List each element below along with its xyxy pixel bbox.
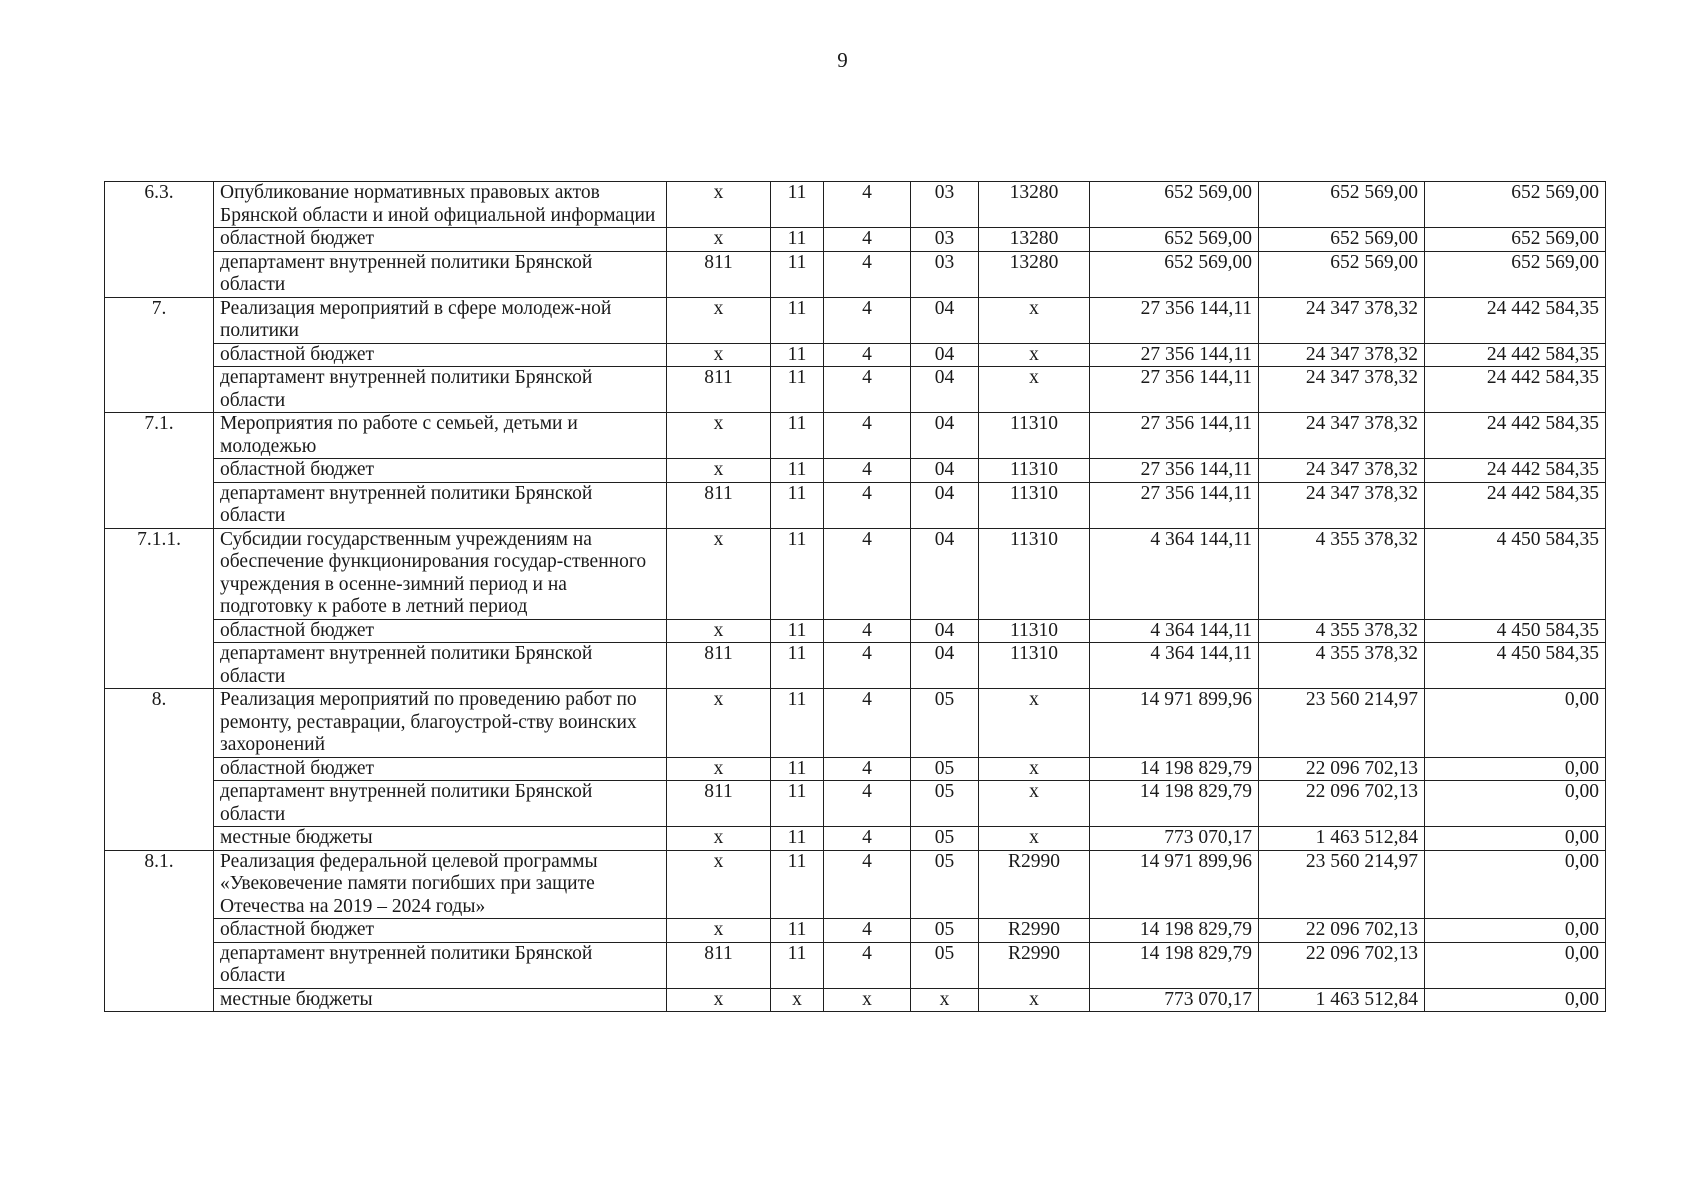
amount-year-2: 22 096 702,13	[1259, 757, 1425, 781]
code-grbs: 811	[667, 643, 771, 689]
code-subprogram: 04	[911, 459, 979, 483]
row-description: областной бюджет	[214, 228, 667, 252]
code-direction: R2990	[979, 919, 1090, 943]
code-subprogram: 05	[911, 689, 979, 758]
code-direction: 11310	[979, 459, 1090, 483]
code-program: 11	[771, 850, 824, 919]
code-direction: х	[979, 757, 1090, 781]
amount-year-3: 652 569,00	[1425, 182, 1606, 228]
code-type: 4	[824, 919, 911, 943]
code-type: 4	[824, 251, 911, 297]
code-grbs: 811	[667, 367, 771, 413]
amount-year-3: 24 442 584,35	[1425, 367, 1606, 413]
code-direction: 11310	[979, 482, 1090, 528]
code-program: 11	[771, 482, 824, 528]
amount-year-1: 14 198 829,79	[1090, 781, 1259, 827]
table-row	[105, 297, 1606, 343]
code-direction: R2990	[979, 942, 1090, 988]
row-description: Мероприятия по работе с семьей, детьми и молодежью	[214, 413, 667, 459]
amount-year-1: 27 356 144,11	[1090, 297, 1259, 343]
code-type: 4	[824, 781, 911, 827]
code-program: 11	[771, 297, 824, 343]
table-row	[105, 643, 1606, 689]
row-description: департамент внутренней политики Брянской области	[214, 482, 667, 528]
row-description: департамент внутренней политики Брянской области	[214, 367, 667, 413]
amount-year-1: 773 070,17	[1090, 827, 1259, 851]
code-program: 11	[771, 619, 824, 643]
code-type: 4	[824, 367, 911, 413]
row-description: областной бюджет	[214, 919, 667, 943]
code-subprogram: 05	[911, 850, 979, 919]
code-program: 11	[771, 781, 824, 827]
code-program: 11	[771, 757, 824, 781]
amount-year-3: 0,00	[1425, 689, 1606, 758]
code-type: 4	[824, 482, 911, 528]
code-subprogram: 04	[911, 343, 979, 367]
code-type: х	[824, 988, 911, 1012]
code-type: 4	[824, 343, 911, 367]
table-row	[105, 988, 1606, 1012]
code-subprogram: 03	[911, 182, 979, 228]
amount-year-3: 24 442 584,35	[1425, 297, 1606, 343]
code-direction: х	[979, 689, 1090, 758]
code-grbs: х	[667, 228, 771, 252]
code-direction: х	[979, 343, 1090, 367]
code-type: 4	[824, 619, 911, 643]
row-number: 7.1.	[105, 413, 214, 529]
table-row	[105, 367, 1606, 413]
code-direction: 13280	[979, 182, 1090, 228]
row-description: департамент внутренней политики Брянской области	[214, 643, 667, 689]
row-description: департамент внутренней политики Брянской области	[214, 251, 667, 297]
amount-year-1: 652 569,00	[1090, 228, 1259, 252]
amount-year-3: 0,00	[1425, 781, 1606, 827]
code-grbs: х	[667, 757, 771, 781]
amount-year-1: 4 364 144,11	[1090, 643, 1259, 689]
row-description: Реализация мероприятий в сфере молодеж-ной политики	[214, 297, 667, 343]
amount-year-1: 14 971 899,96	[1090, 850, 1259, 919]
amount-year-2: 652 569,00	[1259, 182, 1425, 228]
table-row	[105, 343, 1606, 367]
row-description: областной бюджет	[214, 619, 667, 643]
code-subprogram: 04	[911, 413, 979, 459]
code-type: 4	[824, 228, 911, 252]
code-grbs: х	[667, 182, 771, 228]
page-number: 9	[837, 48, 848, 72]
amount-year-1: 14 198 829,79	[1090, 919, 1259, 943]
row-number: 6.3.	[105, 182, 214, 298]
amount-year-3: 4 450 584,35	[1425, 528, 1606, 619]
code-direction: 11310	[979, 619, 1090, 643]
code-type: 4	[824, 643, 911, 689]
table-row	[105, 228, 1606, 252]
amount-year-1: 14 198 829,79	[1090, 757, 1259, 781]
code-program: 11	[771, 182, 824, 228]
code-direction: 13280	[979, 251, 1090, 297]
row-description: областной бюджет	[214, 459, 667, 483]
code-program: 11	[771, 528, 824, 619]
table-row	[105, 689, 1606, 758]
code-subprogram: 04	[911, 528, 979, 619]
code-subprogram: 05	[911, 827, 979, 851]
amount-year-2: 23 560 214,97	[1259, 689, 1425, 758]
amount-year-2: 24 347 378,32	[1259, 482, 1425, 528]
amount-year-3: 0,00	[1425, 919, 1606, 943]
amount-year-3: 0,00	[1425, 988, 1606, 1012]
amount-year-2: 24 347 378,32	[1259, 297, 1425, 343]
amount-year-3: 24 442 584,35	[1425, 343, 1606, 367]
code-type: 4	[824, 850, 911, 919]
code-grbs: х	[667, 413, 771, 459]
row-description: Субсидии государственным учреждениям на обеспечение функционирования государ-ственного учреждения в осенне-зимний период и на подготовку к работе в летний период	[214, 528, 667, 619]
code-subprogram: 04	[911, 643, 979, 689]
code-program: 11	[771, 827, 824, 851]
amount-year-2: 24 347 378,32	[1259, 459, 1425, 483]
row-number: 7.	[105, 297, 214, 413]
code-direction: R2990	[979, 850, 1090, 919]
code-grbs: х	[667, 459, 771, 483]
amount-year-2: 24 347 378,32	[1259, 343, 1425, 367]
code-program: 11	[771, 942, 824, 988]
table-row	[105, 528, 1606, 619]
row-number: 7.1.1.	[105, 528, 214, 689]
code-subprogram: 05	[911, 919, 979, 943]
code-grbs: х	[667, 528, 771, 619]
row-number: 8.1.	[105, 850, 214, 1012]
code-type: 4	[824, 528, 911, 619]
table-row	[105, 919, 1606, 943]
table-row	[105, 757, 1606, 781]
amount-year-1: 27 356 144,11	[1090, 482, 1259, 528]
code-direction: х	[979, 827, 1090, 851]
amount-year-2: 22 096 702,13	[1259, 919, 1425, 943]
code-type: 4	[824, 297, 911, 343]
row-description: департамент внутренней политики Брянской области	[214, 942, 667, 988]
code-program: 11	[771, 228, 824, 252]
amount-year-1: 27 356 144,11	[1090, 459, 1259, 483]
amount-year-2: 4 355 378,32	[1259, 528, 1425, 619]
amount-year-1: 773 070,17	[1090, 988, 1259, 1012]
table-row	[105, 850, 1606, 919]
code-grbs: 811	[667, 251, 771, 297]
table-row	[105, 413, 1606, 459]
amount-year-1: 27 356 144,11	[1090, 343, 1259, 367]
amount-year-3: 0,00	[1425, 757, 1606, 781]
table-row	[105, 827, 1606, 851]
code-subprogram: х	[911, 988, 979, 1012]
code-program: 11	[771, 919, 824, 943]
code-subprogram: 05	[911, 942, 979, 988]
code-grbs: 811	[667, 482, 771, 528]
amount-year-3: 4 450 584,35	[1425, 619, 1606, 643]
code-grbs: х	[667, 619, 771, 643]
amount-year-1: 4 364 144,11	[1090, 528, 1259, 619]
code-type: 4	[824, 413, 911, 459]
budget-table	[104, 181, 1606, 1012]
amount-year-2: 652 569,00	[1259, 228, 1425, 252]
code-program: 11	[771, 689, 824, 758]
code-grbs: х	[667, 343, 771, 367]
amount-year-3: 4 450 584,35	[1425, 643, 1606, 689]
amount-year-3: 0,00	[1425, 850, 1606, 919]
amount-year-2: 24 347 378,32	[1259, 367, 1425, 413]
table-row	[105, 942, 1606, 988]
amount-year-2: 4 355 378,32	[1259, 619, 1425, 643]
code-grbs: х	[667, 919, 771, 943]
code-direction: х	[979, 988, 1090, 1012]
amount-year-3: 0,00	[1425, 942, 1606, 988]
amount-year-1: 14 971 899,96	[1090, 689, 1259, 758]
code-type: 4	[824, 942, 911, 988]
code-direction: 11310	[979, 413, 1090, 459]
code-program: 11	[771, 343, 824, 367]
code-subprogram: 04	[911, 297, 979, 343]
code-subprogram: 03	[911, 228, 979, 252]
code-program: 11	[771, 367, 824, 413]
row-description: Опубликование нормативных правовых актов Брянской области и иной официальной информации	[214, 182, 667, 228]
amount-year-2: 24 347 378,32	[1259, 413, 1425, 459]
table-row	[105, 619, 1606, 643]
code-subprogram: 04	[911, 367, 979, 413]
row-description: местные бюджеты	[214, 988, 667, 1012]
code-subprogram: 05	[911, 781, 979, 827]
amount-year-2: 4 355 378,32	[1259, 643, 1425, 689]
amount-year-3: 652 569,00	[1425, 228, 1606, 252]
amount-year-2: 22 096 702,13	[1259, 781, 1425, 827]
code-subprogram: 05	[911, 757, 979, 781]
code-direction: 11310	[979, 643, 1090, 689]
code-grbs: х	[667, 297, 771, 343]
amount-year-1: 14 198 829,79	[1090, 942, 1259, 988]
amount-year-2: 23 560 214,97	[1259, 850, 1425, 919]
code-subprogram: 04	[911, 619, 979, 643]
amount-year-1: 27 356 144,11	[1090, 413, 1259, 459]
code-direction: 13280	[979, 228, 1090, 252]
code-program: 11	[771, 413, 824, 459]
row-description: областной бюджет	[214, 757, 667, 781]
table-body	[105, 182, 1606, 1012]
code-grbs: х	[667, 689, 771, 758]
code-direction: х	[979, 781, 1090, 827]
code-type: 4	[824, 827, 911, 851]
table-row	[105, 251, 1606, 297]
code-type: 4	[824, 459, 911, 483]
code-program: 11	[771, 459, 824, 483]
amount-year-3: 24 442 584,35	[1425, 413, 1606, 459]
row-number: 8.	[105, 689, 214, 851]
row-description: Реализация мероприятий по проведению работ по ремонту, реставрации, благоустрой-ству воинских захоронений	[214, 689, 667, 758]
code-grbs: 811	[667, 942, 771, 988]
row-description: департамент внутренней политики Брянской области	[214, 781, 667, 827]
table-row	[105, 182, 1606, 228]
amount-year-2: 22 096 702,13	[1259, 942, 1425, 988]
amount-year-1: 652 569,00	[1090, 251, 1259, 297]
row-description: Реализация федеральной целевой программы «Увековечение памяти погибших при защите Отечества на 2019 – 2024 годы»	[214, 850, 667, 919]
code-subprogram: 04	[911, 482, 979, 528]
code-grbs: 811	[667, 781, 771, 827]
table-row	[105, 482, 1606, 528]
amount-year-3: 24 442 584,35	[1425, 482, 1606, 528]
code-grbs: х	[667, 850, 771, 919]
row-description: местные бюджеты	[214, 827, 667, 851]
code-direction: 11310	[979, 528, 1090, 619]
code-type: 4	[824, 182, 911, 228]
table-row	[105, 781, 1606, 827]
code-direction: х	[979, 297, 1090, 343]
row-description: областной бюджет	[214, 343, 667, 367]
amount-year-3: 24 442 584,35	[1425, 459, 1606, 483]
amount-year-3: 0,00	[1425, 827, 1606, 851]
code-program: 11	[771, 643, 824, 689]
code-subprogram: 03	[911, 251, 979, 297]
code-type: 4	[824, 689, 911, 758]
amount-year-1: 4 364 144,11	[1090, 619, 1259, 643]
code-program: 11	[771, 251, 824, 297]
code-type: 4	[824, 757, 911, 781]
amount-year-1: 652 569,00	[1090, 182, 1259, 228]
amount-year-1: 27 356 144,11	[1090, 367, 1259, 413]
amount-year-2: 1 463 512,84	[1259, 827, 1425, 851]
amount-year-2: 652 569,00	[1259, 251, 1425, 297]
code-program: х	[771, 988, 824, 1012]
table-row	[105, 459, 1606, 483]
code-grbs: х	[667, 827, 771, 851]
code-direction: х	[979, 367, 1090, 413]
amount-year-2: 1 463 512,84	[1259, 988, 1425, 1012]
amount-year-3: 652 569,00	[1425, 251, 1606, 297]
code-grbs: х	[667, 988, 771, 1012]
